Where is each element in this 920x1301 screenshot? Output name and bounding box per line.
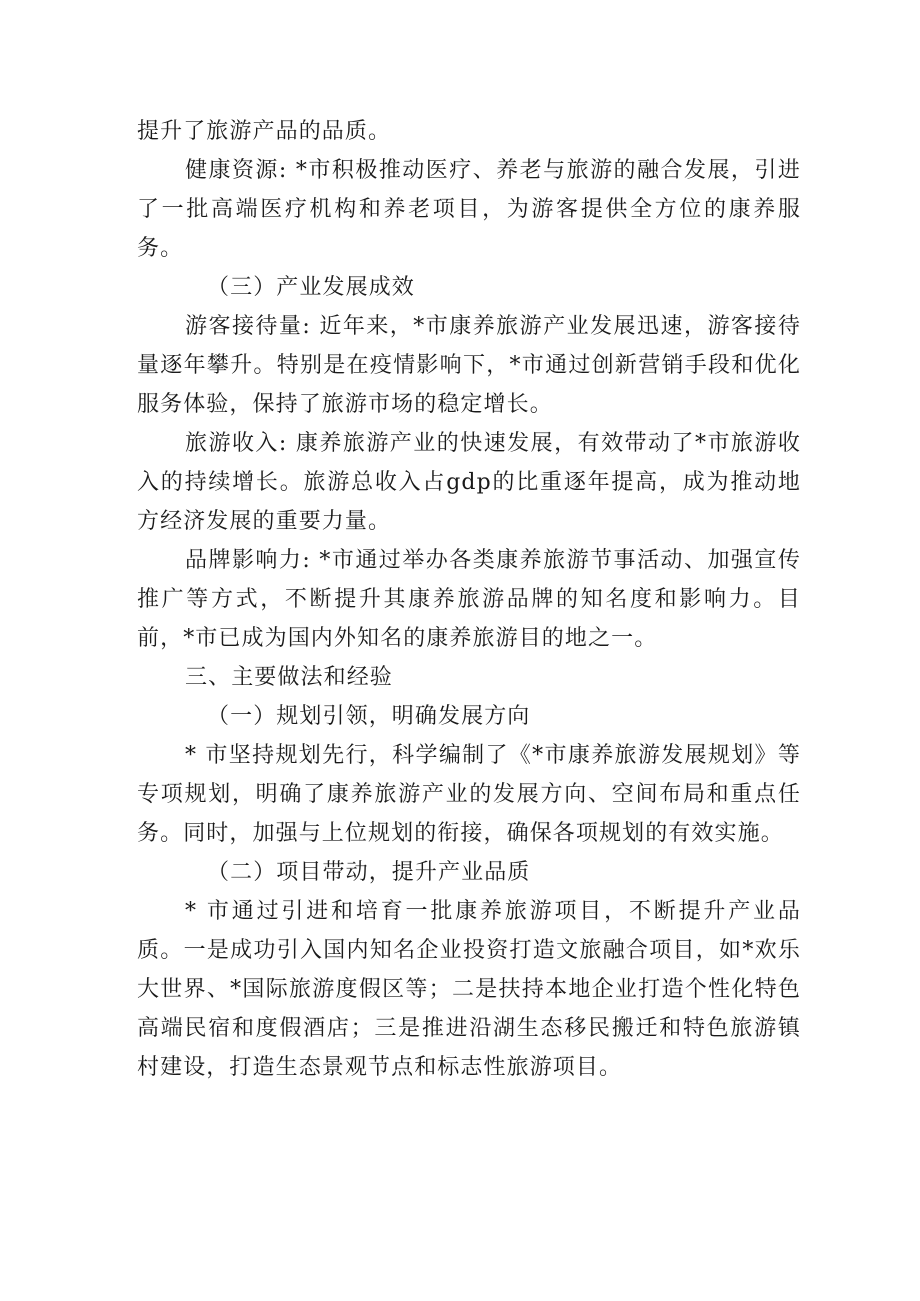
subheading-industry-results: （三）产业发展成效 bbox=[207, 275, 415, 300]
section-heading-practices: 三、主要做法和经验 bbox=[185, 665, 393, 690]
subheading-planning: （一）规划引领，明确发展方向 bbox=[207, 704, 531, 729]
paragraph-brand-influence: 品牌影响力: *市通过举办各类康养旅游节事活动、加强宣传推广等方式，不断提升其康养旅游品牌的知名度和影响力。目前，*市已成为国内外知名的康养旅游目的地之一。 bbox=[137, 548, 801, 651]
paragraph-visitor-reception: 游客接待量: 近年来，*市康养旅游产业发展迅速，游客接待量逐年攀升。特别是在疫情影响下，*市通过创新营销手段和优化服务体验，保持了旅游市场的稳定增长。 bbox=[137, 314, 801, 417]
paragraph-1: 提升了旅游产品的品质。 bbox=[137, 119, 392, 144]
paragraph-planning: * 市坚持规划先行，科学编制了《*市康养旅游发展规划》等专项规划，明确了康养旅游产业的发展方向、空间布局和重点任务。同时，加强与上位规划的衔接，确保各项规划的有效实施。 bbox=[137, 743, 801, 846]
paragraph-projects: * 市通过引进和培育一批康养旅游项目，不断提升产业品质。一是成功引入国内知名企业投资打造文旅融合项目，如*欢乐大世界、*国际旅游度假区等；二是扶持本地企业打造个性化特色高端民宿和度假酒店；三是推进沿湖生态移民搬迁和特色旅游镇村建设，打造生态景观节点和标志性旅游项目。 bbox=[137, 899, 801, 1080]
subheading-projects: （二）项目带动，提升产业品质 bbox=[207, 860, 531, 885]
paragraph-tourism-revenue: 旅游收入: 康养旅游产业的快速发展，有效带动了*市旅游收入的持续增长。旅游总收入占gdp的比重逐年提高，成为推动地方经济发展的重要力量。 bbox=[137, 431, 801, 534]
paragraph-health-resources: 健康资源: *市积极推动医疗、养老与旅游的融合发展，引进了一批高端医疗机构和养老项目，为游客提供全方位的康养服务。 bbox=[137, 158, 801, 261]
document-body bbox=[137, 112, 801, 1087]
